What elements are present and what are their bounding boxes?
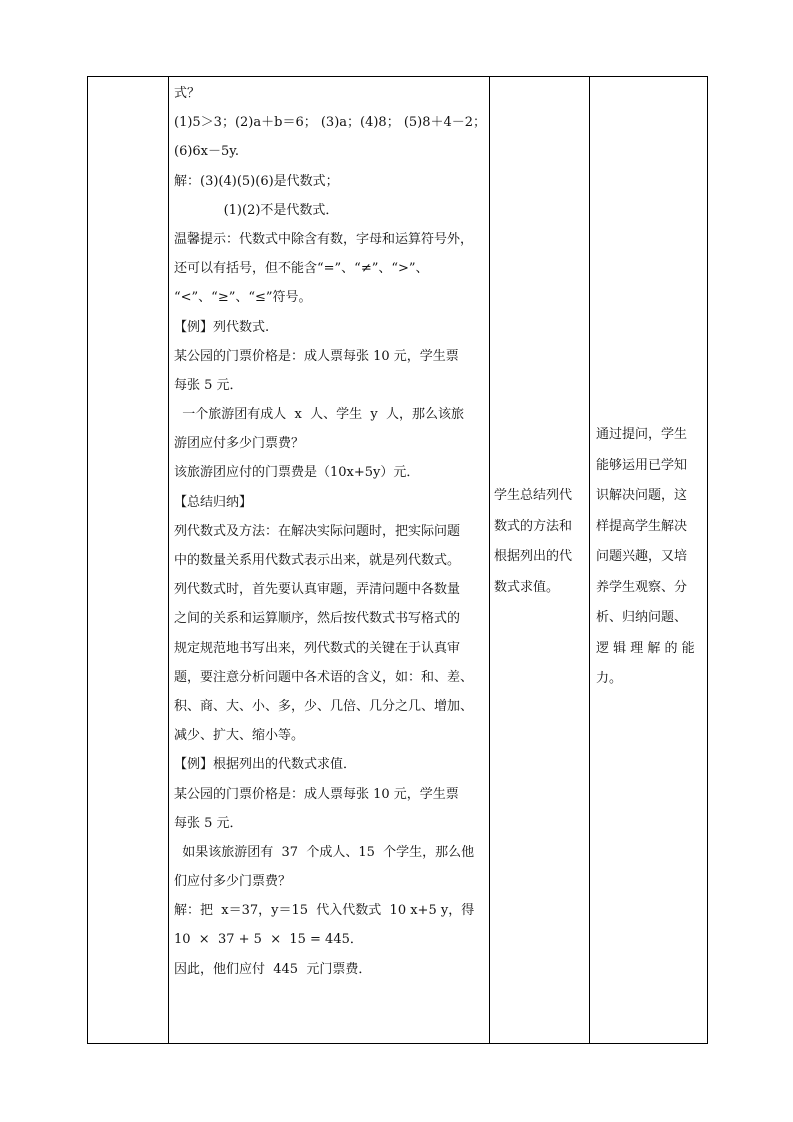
summary-heading: 【总结归纳】 [174, 494, 253, 510]
table-border-top [87, 76, 708, 77]
example-heading: 【例】根据列出的代数式求值． [174, 757, 357, 773]
table-border-left [87, 76, 88, 1044]
content-line: 温馨提示：代数式中除含有数，字母和运算符号外， [174, 231, 474, 247]
intent-line: 能够运用已学知 [596, 457, 688, 473]
intent-line: 析、归纳问题、 [596, 610, 688, 625]
content-line: 每张 5 元． [174, 377, 243, 393]
student-line: 数式求值。 [494, 579, 560, 595]
teaching-content-cell [174, 79, 486, 984]
content-line: 题，要注意分析问题中各术语的含义，如：和、差、 [174, 669, 474, 685]
content-line: 每张 5 元． [174, 815, 243, 831]
table-divider-1 [168, 76, 169, 1044]
intent-line: 逻 辑 理 解 的 能 [596, 640, 695, 656]
content-line: 列代数式时，首先要认真审题，弄清问题中各数量 [174, 582, 461, 598]
content-line: 因此，他们应付 445 元门票费． [174, 961, 372, 977]
content-line: 减少、扩大、缩小等。 [174, 728, 305, 744]
content-line: 解：(3)(4)(5)(6)是代数式； [174, 173, 339, 189]
intent-line: 问题兴趣，又培 [596, 549, 688, 564]
content-line: 某公园的门票价格是：成人票每张 10 元，学生票 [174, 786, 459, 802]
content-line: 们应付多少门票费？ [174, 874, 292, 890]
intent-line: 力。 [596, 671, 623, 686]
content-line: (6)6x－5y. [174, 144, 240, 160]
content-line: (1)5＞3；(2)a＋b＝6； (3)a；(4)8； (5)8＋4－2； [174, 115, 487, 131]
content-line: 该旅游团应付的门票费是（10x+5y）元． [174, 465, 420, 481]
table-divider-2 [489, 76, 490, 1044]
content-line: 中的数量关系用代数式表示出来，就是列代数式。 [174, 553, 461, 568]
student-line: 数式的方法和 [494, 518, 573, 534]
content-line: 积、商、大、小、多，少、几倍、几分之几、增加、 [174, 698, 474, 714]
content-line: 解：把 x＝37，y＝15 代入代数式 10 x+5 y，得 [174, 903, 475, 919]
design-intent-cell [596, 420, 704, 695]
table-border-right [707, 76, 708, 1044]
content-line: 规定规范地书写出来，列代数式的关键在于认真审 [174, 640, 461, 656]
content-line: 还可以有括号，但不能含“=”、“≠”、“>”、 [174, 261, 429, 277]
student-activity-cell [494, 481, 584, 603]
content-line: 游团应付多少门票费？ [174, 436, 305, 452]
content-line: (1)(2)不是代数式． [174, 202, 339, 218]
table-border-bottom [87, 1043, 708, 1044]
intent-line: 养学生观察、分 [596, 579, 688, 595]
student-line: 根据列出的代 [494, 549, 573, 564]
content-line: 10 × 37 + 5 × 15 = 445． [174, 932, 363, 948]
content-line: 某公园的门票价格是：成人票每张 10 元，学生票 [174, 348, 459, 364]
content-line: “<”、“≥”、“≤”符号。 [174, 290, 312, 306]
content-line: 一个旅游团有成人 x 人、学生 y 人，那么该旅 [174, 407, 464, 423]
intent-line: 样提高学生解决 [596, 518, 688, 534]
content-line: 之间的关系和运算顺序，然后按代数式书写格式的 [174, 611, 461, 627]
content-line: 如果该旅游团有 37 个成人、15 个学生，那么他 [174, 844, 475, 860]
student-line: 学生总结列代 [494, 488, 573, 503]
content-line: 式？ [174, 86, 201, 101]
intent-line: 通过提问，学生 [596, 427, 688, 442]
intent-line: 识解决问题，这 [596, 488, 688, 503]
content-line: 列代数式及方法：在解决实际问题时，把实际问题 [174, 523, 461, 539]
table-divider-3 [589, 76, 590, 1044]
example-heading: 【例】列代数式. [174, 319, 270, 335]
